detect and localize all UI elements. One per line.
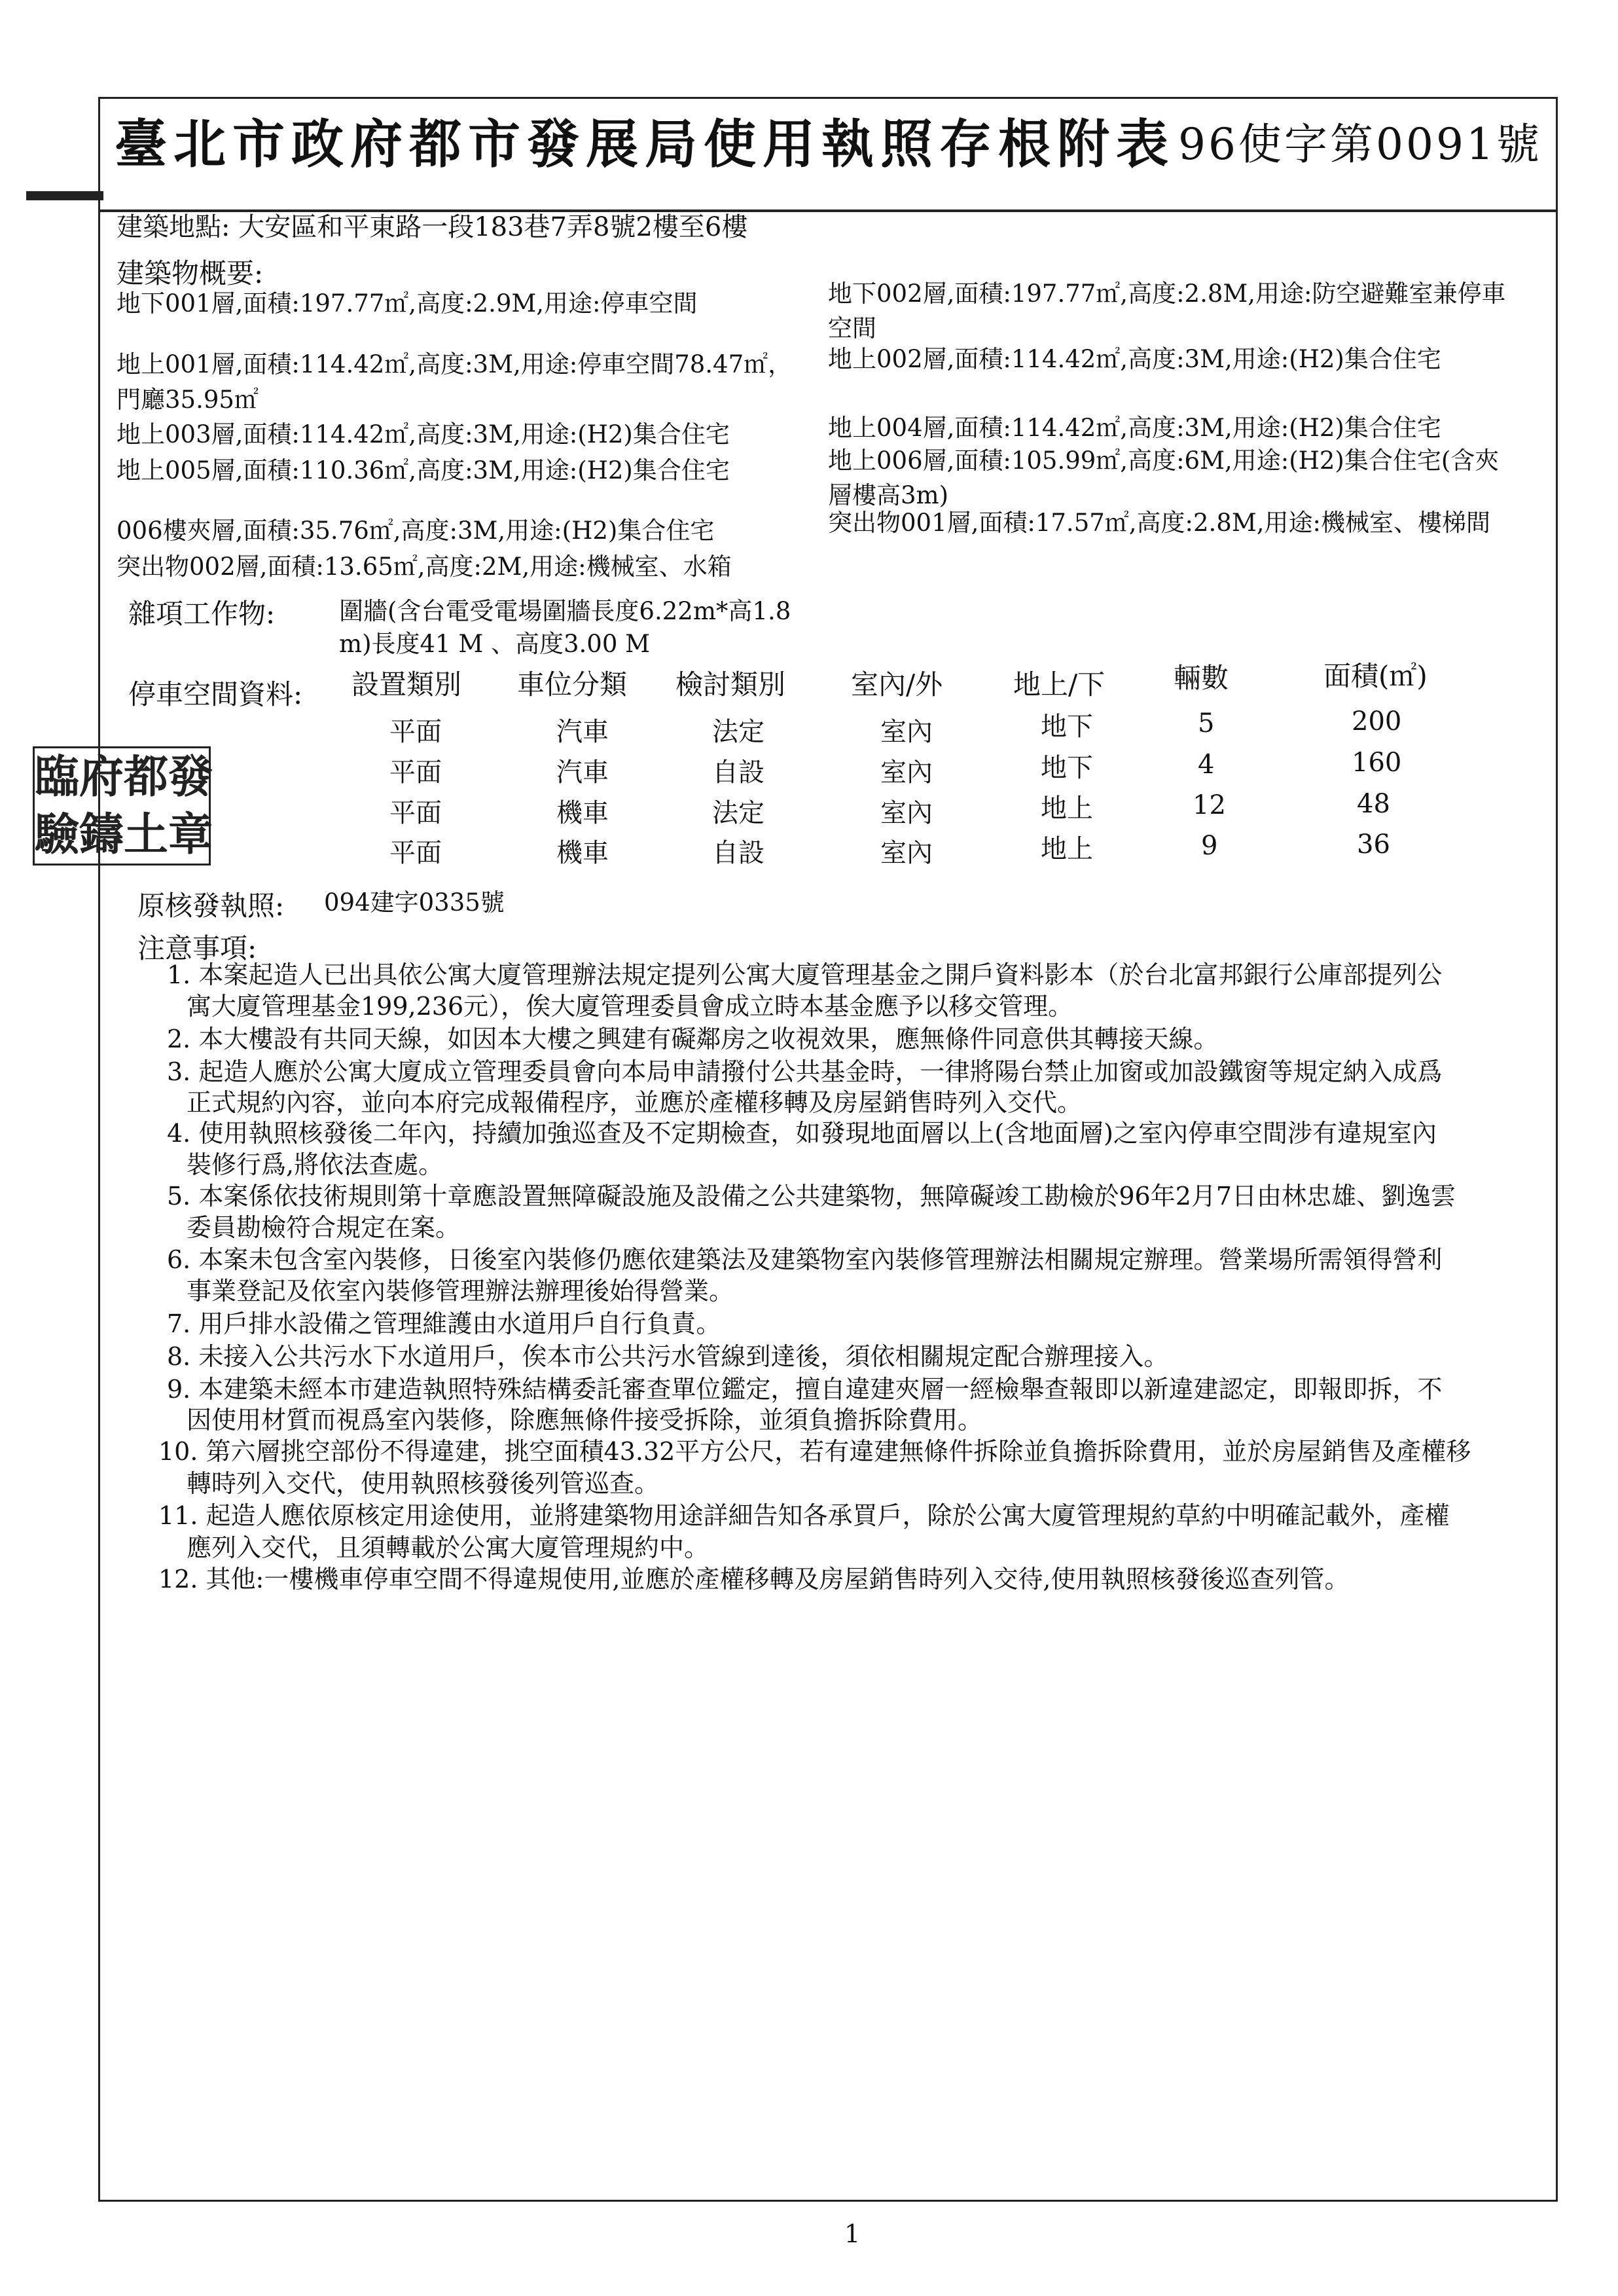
summary-right-line: 層樓高3m) <box>828 481 949 509</box>
parking-cell: 地上 <box>1041 793 1093 824</box>
parking-header: 地上/下 <box>1013 668 1106 701</box>
note-line: 9. 本建築未經本市建造執照特殊結構委託審查單位鑑定，擅自違建夾層一經檢舉查報即以新違建認定，即報即拆，不 <box>167 1375 1443 1404</box>
seal-char: 都 <box>124 751 169 803</box>
seal-char: 臨 <box>35 751 80 803</box>
note-line: 3. 起造人應於公寓大廈成立管理委員會向本局申請撥付公共基金時，一律將陽台禁止加窗或加設鐵窗等規定納入成爲 <box>167 1057 1443 1086</box>
official-seal <box>33 746 211 866</box>
parking-cell: 室內 <box>880 757 933 788</box>
misc-works-line: m)長度41 M 、高度3.00 M <box>339 630 651 658</box>
parking-cell: 4 <box>1198 750 1215 780</box>
permit-number: 96使字第0091號 <box>1178 119 1542 170</box>
seal-char: 驗 <box>35 809 80 861</box>
parking-cell: 平面 <box>389 798 442 828</box>
note-line: 寓大廈管理基金199,236元），俟大廈管理委員會成立時本基金應予以移交管理。 <box>187 992 1073 1021</box>
parking-cell: 平面 <box>389 717 442 747</box>
seal-char: 鑄 <box>79 809 124 861</box>
summary-right-line: 空間 <box>828 314 876 342</box>
misc-works-line: 圍牆(含台電受電場圍牆長度6.22m*高1.8 <box>339 597 791 625</box>
summary-left-line: 地上003層,面積:114.42㎡,高度:3M,用途:(H2)集合住宅 <box>117 420 730 448</box>
parking-cell: 12 <box>1193 790 1226 820</box>
parking-cell: 200 <box>1352 706 1402 737</box>
seal-char: 發 <box>168 751 213 803</box>
summary-right-line: 地上002層,面積:114.42㎡,高度:3M,用途:(H2)集合住宅 <box>828 345 1441 373</box>
seal-char: 章 <box>168 809 213 861</box>
parking-cell: 汽車 <box>556 717 609 747</box>
parking-cell: 室內 <box>880 717 933 747</box>
note-line: 4. 使用執照核發後二年內，持續加強巡查及不定期檢查，如發現地面層以上(含地面層)之室內停車空間涉有違規室內 <box>167 1119 1437 1148</box>
note-line: 10. 第六層挑空部份不得違建，挑空面積43.32平方公尺，若有違建無條件拆除並負擔拆除費用，並於房屋銷售及產權移 <box>158 1437 1471 1466</box>
summary-heading: 建築物概要: <box>117 257 264 289</box>
parking-cell: 法定 <box>712 717 764 747</box>
summary-right-line: 地上006層,面積:105.99㎡,高度:6M,用途:(H2)集合住宅(含夾 <box>828 446 1500 475</box>
note-line: 事業登記及依室內裝修管理辦法辦理後始得營業。 <box>187 1277 734 1305</box>
parking-header: 面積(㎡) <box>1323 660 1428 692</box>
summary-left-line: 006樓夾層,面積:35.76㎡,高度:3M,用途:(H2)集合住宅 <box>117 517 715 545</box>
parking-cell: 36 <box>1357 829 1390 860</box>
note-line: 正式規約內容，並向本府完成報備程序，並應於產權移轉及房屋銷售時列入交代。 <box>187 1088 1083 1117</box>
summary-left-line: 突出物002層,面積:13.65㎡,高度:2M,用途:機械室、水箱 <box>117 553 732 581</box>
parking-header: 輛數 <box>1174 662 1229 694</box>
note-line: 因使用材質而視爲室內裝修，除應無條件接受拆除，並須負擔拆除費用。 <box>187 1406 983 1434</box>
parking-cell: 160 <box>1352 748 1402 778</box>
note-line: 11. 起造人應依原核定用途使用，並將建築物用途詳細告知各承買戶，除於公寓大廈管理規約草約中明確記載外，產權 <box>158 1501 1450 1530</box>
misc-works-label: 雜項工作物: <box>128 598 276 630</box>
parking-header: 檢討類別 <box>675 668 786 701</box>
summary-right-line: 地下002層,面積:197.77㎡,高度:2.8M,用途:防空避難室兼停車 <box>828 280 1506 308</box>
original-permit-value: 094建字0335號 <box>324 888 505 917</box>
original-permit-label: 原核發執照: <box>137 890 285 922</box>
note-line: 轉時列入交代，使用執照核發後列管巡查。 <box>187 1469 660 1498</box>
parking-cell: 室內 <box>880 798 933 828</box>
parking-cell: 5 <box>1198 708 1215 738</box>
summary-left-line: 地下001層,面積:197.77㎡,高度:2.9M,用途:停車空間 <box>117 289 698 318</box>
document-frame <box>98 97 1558 2202</box>
parking-cell: 地下 <box>1041 712 1093 742</box>
parking-cell: 法定 <box>712 798 764 828</box>
summary-left-line: 地上001層,面積:114.42㎡,高度:3M,用途:停車空間78.47㎡， <box>117 350 793 378</box>
parking-header: 設置類別 <box>351 668 462 701</box>
parking-header: 車位分類 <box>517 668 628 701</box>
note-line: 2. 本大樓設有共同天線，如因本大樓之興建有礙鄰房之收視效果，應無條件同意供其轉接天線。 <box>167 1025 1219 1053</box>
summary-right-line: 地上004層,面積:114.42㎡,高度:3M,用途:(H2)集合住宅 <box>828 414 1441 442</box>
note-line: 裝修行爲,將依法查處。 <box>187 1150 444 1179</box>
note-line: 應列入交代，且須轉載於公寓大廈管理規約中。 <box>187 1533 710 1562</box>
parking-cell: 平面 <box>389 757 442 788</box>
parking-cell: 自設 <box>712 838 764 868</box>
parking-cell: 機車 <box>556 838 609 868</box>
parking-cell: 48 <box>1357 789 1390 819</box>
parking-cell: 9 <box>1201 831 1218 861</box>
notes-heading: 注意事項: <box>137 932 257 964</box>
note-line: 委員勘檢符合規定在案。 <box>187 1213 461 1242</box>
summary-left-line: 門廳35.95㎡ <box>117 386 259 414</box>
parking-header: 室內/外 <box>851 668 943 701</box>
note-line: 7. 用戶排水設備之管理維護由水道用戶自行負責。 <box>167 1309 721 1338</box>
note-line: 6. 本案未包含室內裝修，日後室內裝修仍應依建築法及建築物室內裝修管理辦法相關規定辦理。營業場所需領得營利 <box>167 1245 1443 1274</box>
note-line: 8. 未接入公共污水下水道用戶，俟本市公共污水管線到達後，須依相關規定配合辦理接入。 <box>167 1342 1169 1371</box>
note-line: 12. 其他:一樓機車停車空間不得違規使用,並應於產權移轉及房屋銷售時列入交待,使用執照核發後巡查列管。 <box>158 1565 1350 1594</box>
page-number: 1 <box>844 2219 861 2248</box>
parking-cell: 地下 <box>1041 753 1093 783</box>
note-line: 1. 本案起造人已出具依公寓大廈管理辦法規定提列公寓大廈管理基金之開戶資料影本（於台北富邦銀行公庫部提列公 <box>167 960 1443 989</box>
scan-mark <box>26 191 103 200</box>
summary-right-line: 突出物001層,面積:17.57㎡,高度:2.8M,用途:機械室、樓梯間 <box>828 509 1490 537</box>
building-location: 建築地點: 大安區和平東路一段183巷7弄8號2樓至6樓 <box>117 212 748 242</box>
parking-cell: 汽車 <box>556 757 609 788</box>
document-title: 臺北市政府都市發展局使用執照存根附表 <box>115 113 1175 175</box>
summary-left-line: 地上005層,面積:110.36㎡,高度:3M,用途:(H2)集合住宅 <box>117 456 730 484</box>
parking-label: 停車空間資料: <box>128 678 303 710</box>
parking-cell: 室內 <box>880 838 933 868</box>
seal-char: 府 <box>79 751 124 803</box>
parking-cell: 自設 <box>712 757 764 788</box>
seal-char: 土 <box>124 809 169 861</box>
parking-cell: 地上 <box>1041 834 1093 864</box>
note-line: 5. 本案係依技術規則第十章應設置無障礙設施及設備之公共建築物，無障礙竣工勘檢於96年2月7日由林忠雄、劉逸雲 <box>167 1182 1456 1211</box>
parking-cell: 機車 <box>556 798 609 828</box>
parking-cell: 平面 <box>389 838 442 868</box>
